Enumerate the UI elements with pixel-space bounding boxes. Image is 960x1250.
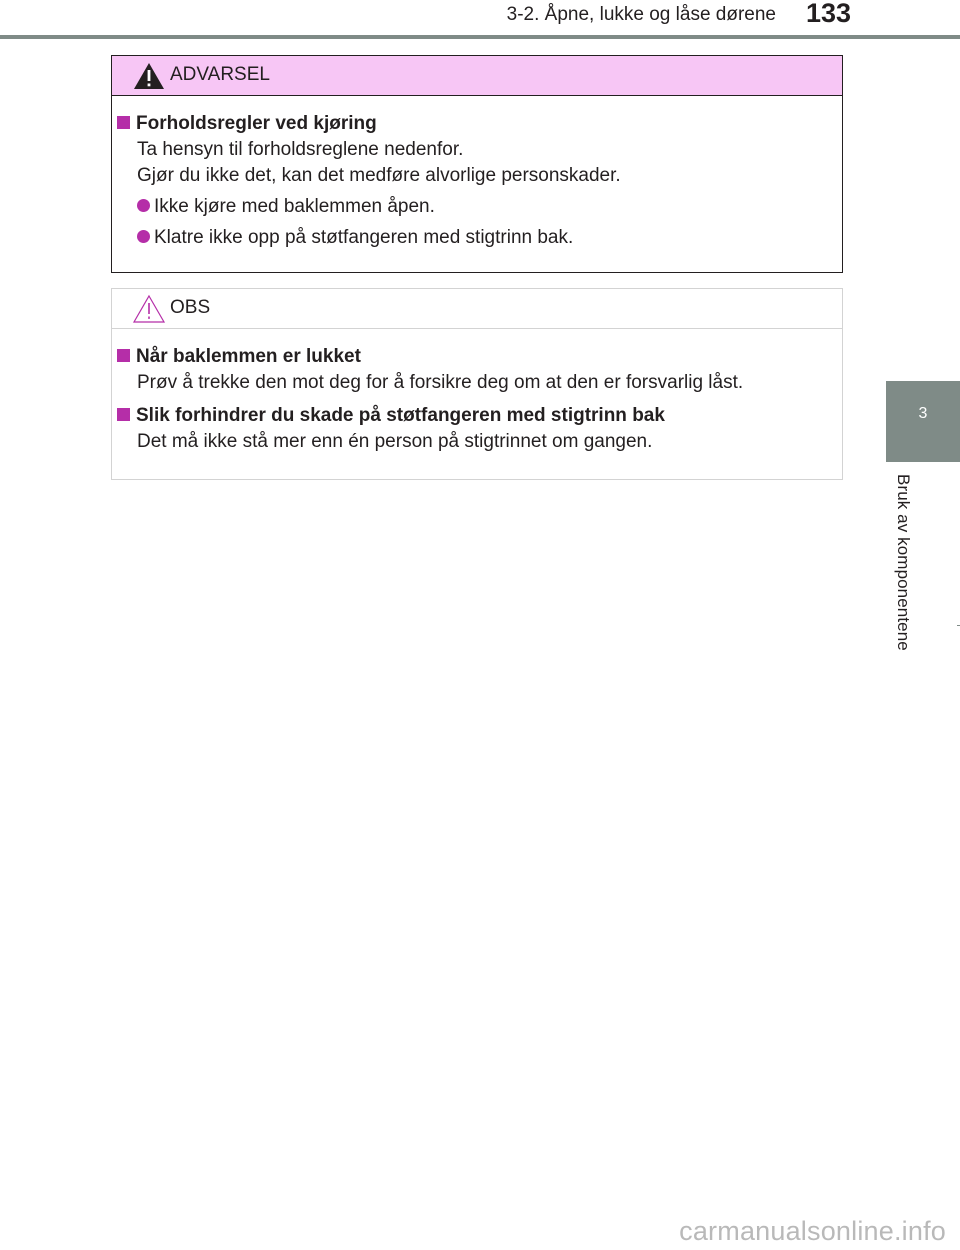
warning-section <box>117 111 834 189</box>
warning-intro <box>117 137 834 189</box>
notice-section-title: Slik forhindrer du skade på støtfangeren med stigtrinn bak <box>136 405 665 426</box>
list-item-text: Klatre ikke opp på støtfangeren med stigtrinn bak. <box>154 227 574 248</box>
warning-section-title: Forholdsregler ved kjøring <box>136 113 377 134</box>
circle-bullet-icon <box>137 230 150 243</box>
list-item <box>137 225 834 251</box>
notice-label: OBS <box>170 297 211 318</box>
warning-triangle-filled-icon <box>132 61 166 91</box>
notice-section <box>117 403 834 455</box>
list-item <box>137 194 834 220</box>
circle-bullet-icon <box>137 199 150 212</box>
list-item-text: Ikke kjøre med baklemmen åpen. <box>154 196 435 217</box>
notice-section-title: Når baklemmen er lukket <box>136 346 361 367</box>
warning-label: ADVARSEL <box>170 64 270 85</box>
chapter-title: Bruk av komponentene <box>894 474 913 651</box>
page-number: 133 <box>806 0 852 28</box>
notice-section <box>117 344 834 396</box>
warning-box-header <box>112 56 842 96</box>
warning-box <box>111 55 843 273</box>
notice-box-header <box>112 289 842 329</box>
square-bullet-icon <box>117 408 130 421</box>
header-rule <box>0 35 960 39</box>
chapter-number: 3 <box>918 405 928 422</box>
warning-intro-line: Gjør du ikke det, kan det medføre alvorlige personskader. <box>137 165 621 186</box>
warning-triangle-outline-icon <box>132 294 166 324</box>
notice-section-body: Prøv å trekke den mot deg for å forsikre deg om at den er forsvarlig låst. <box>137 372 744 393</box>
watermark: carmanualsonline.info <box>679 1216 946 1246</box>
section-title: 3-2. Åpne, lukke og låse dørene <box>506 4 776 25</box>
notice-box <box>111 288 843 480</box>
square-bullet-icon <box>117 349 130 362</box>
chapter-tab <box>886 381 960 462</box>
square-bullet-icon <box>117 116 130 129</box>
notice-section-body: Det må ikke stå mer enn én person på stigtrinnet om gangen. <box>137 431 653 452</box>
warning-intro-line: Ta hensyn til forholdsreglene nedenfor. <box>137 139 464 160</box>
